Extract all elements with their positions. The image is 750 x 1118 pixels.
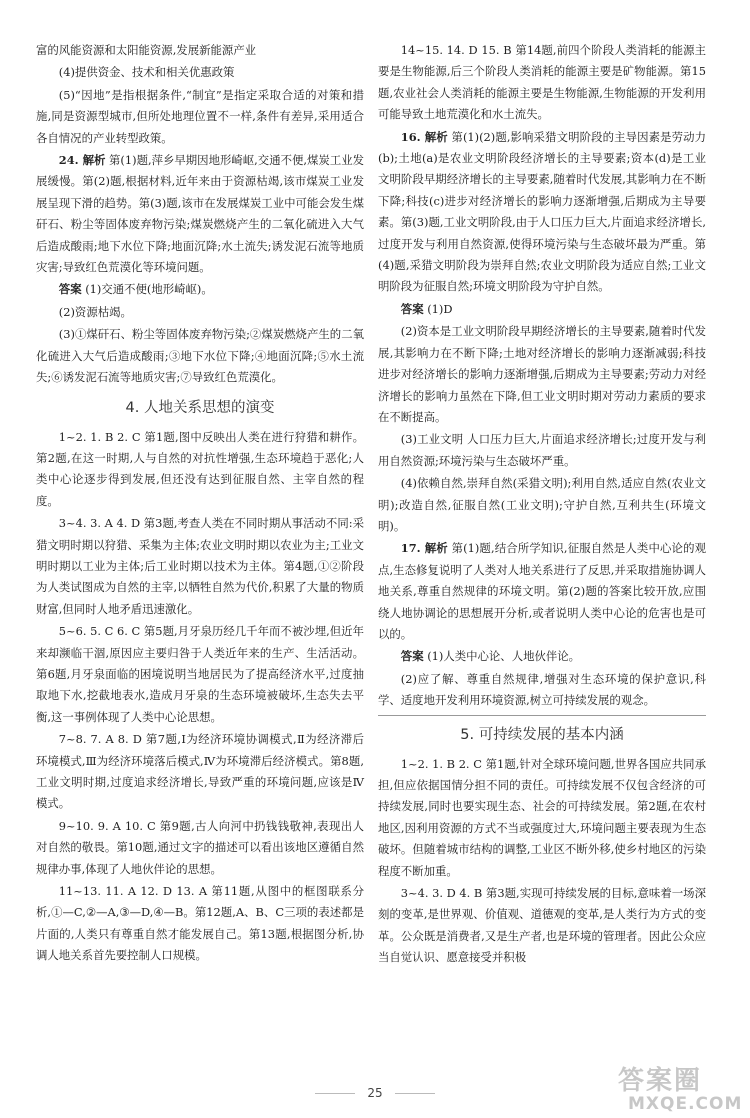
answer-line: (3)①煤矸石、粉尘等固体废弃物污染;②煤炭燃烧产生的二氧化硫进入大气后造成酸雨;③地下水位下降;④地面沉降;⑤水土流失;⑥诱发泥石流等地质灾害;⑦导致红色荒漠化。: [36, 327, 364, 385]
analysis-24: [36, 150, 364, 278]
watermark-url: MXQE.COM: [628, 1094, 743, 1114]
section-divider: [378, 715, 706, 716]
paragraph: (4)提供资金、技术和相关优惠政策: [58, 65, 235, 80]
answer-17: [378, 646, 706, 667]
left-column: [36, 40, 364, 968]
answer-line: (2)资源枯竭。: [58, 304, 132, 319]
answer-text: (1)D: [427, 301, 453, 316]
analysis-text: 第(1)题,萍乡早期因地形崎岖,交通不便,煤炭工业发展缓慢。第(2)题,根据材料,近年来由于资源枯竭,该市煤炭工业发展呈现下滑的趋势。第(3)题,该市在发展煤炭工业中可能会发生煤矸石、粉尘等固体废弃物污染;煤炭燃烧产生的二氧化硫进入大气后造成酸雨;地下水位下降;地面沉降;水土流失;诱发泥石流等地质灾害;导致红色荒漠化等环境问题。: [36, 153, 365, 275]
answer-line: (2)应了解、尊重自然规律,增强对生态环境的保护意识,科学、适度地开发利用环境资源,树立可持续发展的观念。: [378, 671, 706, 708]
answer-text: (1)人类中心论、人地伙伴论。: [427, 649, 581, 664]
answer-24: [36, 279, 364, 300]
analysis-text: 第(1)(2)题,影响采猎文明阶段的主导因素是劳动力(b);土地(a)是农业文明阶段经济增长的主导要素;资本(d)是工业文明阶段早期经济增长的主导要素,随着时代发展,其影响力在不断下降;科技(c)进步对经济增长的影响力逐渐增强,后期成为主导要素。第(3)题,工业文明阶段,由于人口压力巨大,片面追求经济增长,过度开发与利用自然资源,使得环境污染与生态破坏最为严重。第(4)题,采猎文明阶段为崇拜自然;农业文明阶段为适应自然;工业文明阶段为征服自然;环境文明阶段为守护自然。: [378, 129, 706, 294]
question-item: 3~4. 3. D 4. B 第3题,实现可持续发展的目标,意味着一场深刻的变革,是世界观、价值观、道德观的变革,是人类行为方式的变革。公众既是消费者,又是生产者,也是环境的管理者。因此公众应当自觉认识、愿意接受并积极: [378, 886, 706, 965]
question-item: 9~10. 9. A 10. C 第9题,古人向河中扔钱钱敬神,表现出人对自然的敬畏。第10题,通过文字的描述可以看出该地区遵循自然规律办事,体现了人地伙伴论的思想。: [36, 818, 364, 876]
answer-label: 答案: [400, 301, 424, 316]
answer-label: 答案: [58, 282, 82, 297]
analysis-label: 17. 解析: [400, 541, 448, 556]
page-number: 25: [367, 1086, 383, 1100]
answer-text: (1)交通不便(地形崎岖)。: [85, 282, 213, 297]
analysis-text: 第(1)题,结合所学知识,征服自然是人类中心论的观点,生态修复说明了人类对人地关系进行了反思,并采取措施协调人地关系,尊重自然规律的环境文明。第(2)题的答案比较开放,应围绕人地协调论的思想展开分析,或者说明人类中心论的危害也是可以的。: [378, 541, 706, 641]
paragraph: (5)“因地”是指根据条件,“制宜”是指定采取合适的对策和措施,同是资源型城市,但所处地理位置不一样,条件有差异,采用适合各自情况的产业转型政策。: [36, 87, 364, 145]
question-item: 7~8. 7. A 8. D 第7题,Ⅰ为经济环境协调模式,Ⅱ为经济滞后环境模式,Ⅲ为经济环境落后模式,Ⅳ为环境滞后经济模式。第8题,工业文明时期,过度追求经济增长,导致严重的环境问题,应该是Ⅳ模式。: [36, 732, 364, 811]
answer-line: (4)依赖自然,崇拜自然(采猎文明);利用自然,适应自然(农业文明);改造自然,征服自然(工业文明);守护自然,互利共生(环境文明)。: [378, 476, 706, 533]
analysis-17: [378, 538, 706, 645]
question-item: 3~4. 3. A 4. D 第3题,考查人类在不同时期从事活动不同:采猎文明时期以狩猎、采集为主体;农业文明时期以农业为主;工业文明时期以工业为主体;后工业时期以技术为主体。第4题,①②阶段为人类试图成为自然的主宰,以牺牲自然为代价,积累了大量的物质财富,但同时人地矛盾迅速激化。: [36, 516, 364, 616]
right-column: [378, 40, 706, 970]
page-number-rule: [395, 1093, 435, 1094]
answer-line: (3)工业文明 人口压力巨大,片面追求经济增长;过度开发与利用自然资源;环境污染与生态破坏严重。: [378, 432, 706, 468]
analysis-label: 24. 解析: [58, 153, 106, 168]
analysis-label: 16. 解析: [400, 129, 448, 144]
paragraph: 富的风能资源和太阳能资源,发展新能源产业: [36, 43, 257, 57]
answer-16: [378, 299, 706, 320]
question-item: 14~15. 14. D 15. B 第14题,前四个阶段人类消耗的能源主要是生物能源,后三个阶段人类消耗的能源主要是矿物能源。第15题,农业社会人类消耗的能源主要是生物能源,生物能源的开发利用可能导致土地荒漠化和水土流失。: [378, 43, 706, 122]
section-title: 5. 可持续发展的基本内涵: [460, 726, 624, 743]
watermark-text: 答案圈: [618, 1066, 703, 1096]
question-item: 1~2. 1. B 2. C 第1题,针对全球环境问题,世界各国应共同承担,但应依据国情分担不同的责任。可持续发展不仅包含经济的可持续发展,同时也要实现生态、社会的可持续发展。第2题,在农村地区,因利用资源的方式不当或强度过大,环境问题主要表现为生态破坏。但随着城市结构的调整,工业区不断外移,使乡村地区的污染程度不断加重。: [378, 756, 706, 878]
question-item: 1~2. 1. B 2. C 第1题,图中反映出人类在进行狩猎和耕作。第2题,在这一时期,人与自然的对抗性增强,生态环境趋于恶化;人类中心论逐步得到发展,但还没有达到征服自然、主宰自然的程度。: [36, 429, 364, 508]
watermark-logo: [600, 1060, 750, 1118]
analysis-16: [378, 127, 706, 298]
answer-label: 答案: [400, 649, 424, 664]
question-item: 5~6. 5. C 6. C 第5题,月牙泉历经几千年而不被沙埋,但近年来却濒临干涸,原因应主要归咎于人类近年来的生产、生活活动。第6题,月牙泉面临的困境说明当地居民为了提高经济水平,过度抽取地下水,挖截地表水,造成月牙泉的生态环境被破坏,生态失去平衡,这一事例体现了人类中心论思想。: [36, 624, 364, 724]
question-item: 11~13. 11. A 12. D 13. A 第11题,从图中的框图联系分析,①—C,②—A,③—D,④—B。第12题,A、B、C三项的表述都是片面的,人类只有尊重自然才能发展自己。第13题,根据图分析,协调人地关系首先要控制人口规模。: [36, 884, 364, 963]
answer-line: (2)资本是工业文明阶段早期经济增长的主导要素,随着时代发展,其影响力在不断下降;土地对经济增长的影响力逐渐减弱;科技进步对经济增长的影响力逐渐增强,后期成为主导要素;劳动力对经济增长的影响力虽然在下降,但工业文明时期对劳动力素质的要求在不断提高。: [378, 324, 706, 424]
section-title: 4. 人地关系思想的演变: [125, 399, 275, 416]
